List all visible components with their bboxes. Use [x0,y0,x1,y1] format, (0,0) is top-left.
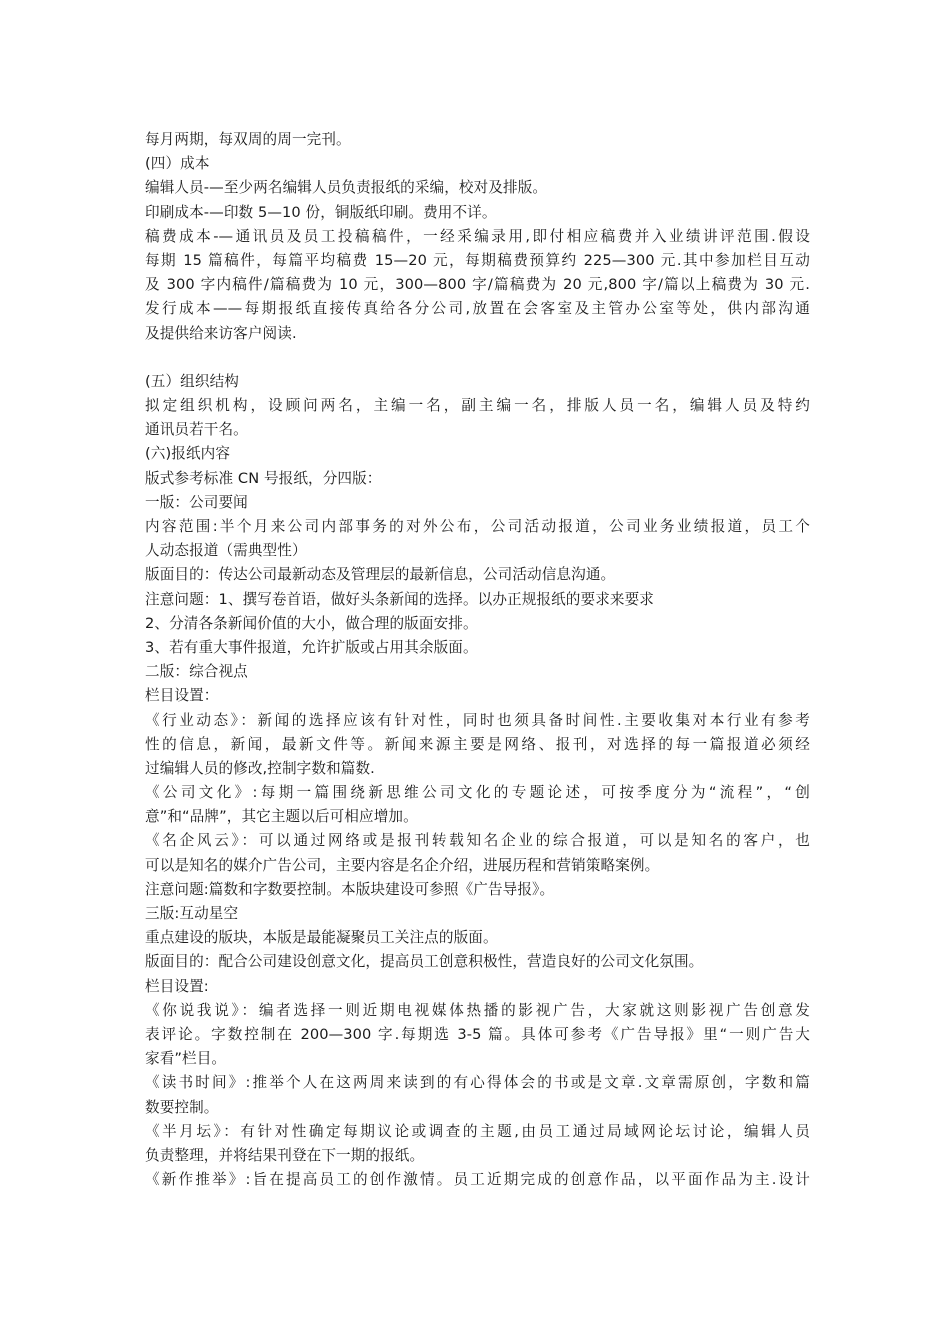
paragraph-line: 意”和“品牌”，其它主题以后可相应增加。 [145,808,418,826]
paragraph-line: 版式参考标准 CN 号报纸，分四版： [145,469,382,487]
paragraph-line: 《半月坛》：有针对性确定每期议论或调查的主题,由员工通过局域网论坛讨论，编辑人员 [145,1122,810,1140]
paragraph-line: 性的信息，新闻，最新文件等。新闻来源主要是网络、报刊，对选择的每一篇报道必须经 [145,735,810,753]
subsection-heading: 二版：综合视点 [145,663,248,681]
paragraph-line: 栏目设置: [145,977,209,995]
paragraph-line: 及 300 字内稿件/篇稿费为 10 元，300—800 字/篇稿费为 20 元,800 字/篇以上稿费为 30 元. [145,276,810,294]
paragraph-line: 数要控制。 [145,1098,219,1116]
paragraph-line: 2、分清各条新闻价值的大小，做合理的版面安排。 [145,614,478,632]
paragraph-line: 《读书时间》:推举个人在这两周来读到的有心得体会的书或是文章.文章需原创，字数和篇 [145,1074,810,1092]
paragraph-line: 《行业动态》：新闻的选择应该有针对性，同时也须具备时间性.主要收集对本行业有参考 [145,711,810,729]
paragraph-line: 内容范围:半个月来公司内部事务的对外公布，公司活动报道，公司业务业绩报道，员工个 [145,518,810,535]
blank-line [145,346,810,370]
section-heading: (五）组织结构 [145,372,239,390]
paragraph-line: 表评论。字数控制在 200—300 字.每期选 3-5 篇。具体可参考《广告导报》里“一则广告大 [145,1025,810,1043]
paragraph-line: 印刷成本-—印数 5—10 份，铜版纸印刷。费用不详。 [145,203,497,221]
paragraph-line: 《你说我说》：编者选择一则近期电视媒体热播的影视广告，大家就这则影视广告创意发 [145,1001,810,1019]
paragraph-line: 过编辑人员的修改,控制字数和篇数. [145,759,375,777]
paragraph-line: 家看”栏目。 [145,1050,227,1068]
paragraph-line: 3、若有重大事件报道，允许扩版或占用其余版面。 [145,638,478,656]
paragraph-line: 人动态报道（需典型性） [145,542,307,560]
section-heading: (四）成本 [145,155,210,173]
paragraph-line: 《公司文化》:每期一篇围绕新思维公司文化的专题论述，可按季度分为“流程”，“创 [145,784,810,802]
paragraph-line: 可以是知名的媒介广告公司，主要内容是名企介绍，进展历程和营销策略案例。 [145,856,660,874]
paragraph-line: 稿费成本-—通讯员及员工投稿稿件，一经采编录用,即付相应稿费并入业绩讲评范围.假设 [145,227,810,245]
paragraph-line: 负责整理，并将结果刊登在下一期的报纸。 [145,1146,425,1164]
paragraph-line: 及提供给来访客户阅读. [145,324,297,342]
paragraph-line: 注意问题：1、撰写卷首语，做好头条新闻的选择。以办正规报纸的要求来要求 [145,590,654,608]
subsection-heading: 一版：公司要闻 [145,493,248,511]
paragraph-line: 《名企风云》：可以通过网络或是报刊转载知名企业的综合报道，可以是知名的客户，也 [145,832,810,850]
paragraph-line: 重点建设的版块，本版是最能凝聚员工关注点的版面。 [145,929,498,947]
paragraph-line: 发行成本——每期报纸直接传真给各分公司,放置在会客室及主管办公室等处，供内部沟通 [145,300,810,318]
paragraph-line: 注意问题:篇数和字数要控制。本版块建设可参照《广告导报》。 [145,880,555,898]
paragraph-line: 《新作推举》:旨在提高员工的创作激情。员工近期完成的创意作品，以平面作品为主.设计 [145,1171,810,1189]
subsection-heading: 三版:互动星空 [145,905,239,922]
document-body [145,128,810,1192]
paragraph-line: 每月两期，每双周的周一完刊。 [145,131,351,148]
paragraph-line: 栏目设置： [145,687,219,705]
section-heading: (六)报纸内容 [145,445,231,463]
paragraph-line: 版面目的：配合公司建设创意文化，提高员工创意积极性，营造良好的公司文化氛围。 [145,953,704,971]
paragraph-line: 拟定组织机构，设顾问两名，主编一名，副主编一名，排版人员一名，编辑人员及特约 [145,397,810,415]
paragraph-line: 版面目的：传达公司最新动态及管理层的最新信息，公司活动信息沟通。 [145,566,616,584]
paragraph-line: 编辑人员-—至少两名编辑人员负责报纸的采编，校对及排版。 [145,179,548,197]
paragraph-line: 通讯员若干名。 [145,421,248,439]
paragraph-line: 每期 15 篇稿件，每篇平均稿费 15—20 元，每期稿费预算约 225—300 元.其中参加栏目互动 [145,251,810,269]
